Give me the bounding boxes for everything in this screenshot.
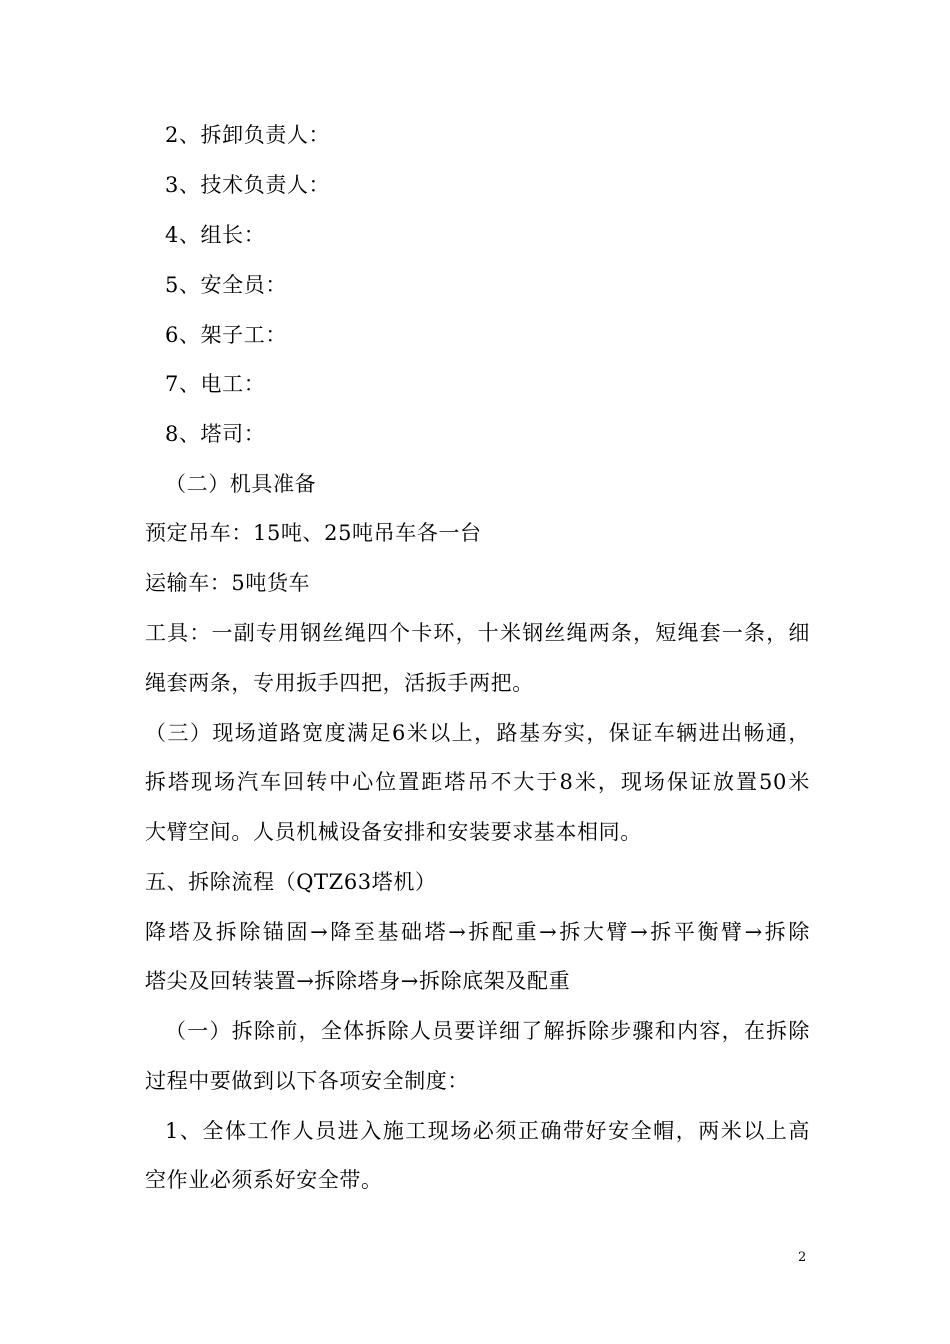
safety-rule-1-line-1: 1、全体工作人员进入施工现场必须正确带好安全帽，两米以上高 [165, 1119, 810, 1143]
personnel-item-8: 8、塔司： [165, 422, 266, 446]
section-heading-equipment: （二）机具准备 [165, 472, 317, 496]
site-road-line-2: 拆塔现场汽车回转中心位置距塔吊不大于8米，现场保证放置50米 [145, 770, 810, 794]
section-heading-dismantling-process: 五、拆除流程（QTZ63塔机） [145, 870, 437, 894]
personnel-item-4: 4、组长： [165, 223, 266, 247]
tools-line-1: 工具：一副专用钢丝绳四个卡环，十米钢丝绳两条，短绳套一条，细 [145, 621, 810, 645]
tools-line-2: 绳套两条，专用扳手四把，活扳手两把。 [145, 671, 534, 695]
page-number: 2 [798, 1250, 807, 1265]
personnel-item-7: 7、电工： [165, 372, 266, 396]
site-road-line-1: （三）现场道路宽度满足6米以上，路基夯实，保证车辆进出畅通， [145, 721, 810, 745]
personnel-item-6: 6、架子工： [165, 323, 287, 347]
pre-dismantling-line-1: （一）拆除前，全体拆除人员要详细了解拆除步骤和内容，在拆除 [165, 1019, 810, 1043]
personnel-item-2: 2、拆卸负责人： [165, 123, 331, 147]
pre-dismantling-line-2: 过程中要做到以下各项安全制度： [145, 1069, 469, 1093]
personnel-item-5: 5、安全员： [165, 273, 287, 297]
process-flow-line-1: 降塔及拆除锚固→降至基础塔→拆配重→拆大臂→拆平衡臂→拆除 [145, 920, 810, 944]
site-road-line-3: 大臂空间。人员机械设备安排和安装要求基本相同。 [145, 820, 642, 844]
safety-rule-1-line-2: 空作业必须系好安全带。 [145, 1168, 383, 1192]
personnel-item-3: 3、技术负责人： [165, 173, 331, 197]
transport-line: 运输车：5吨货车 [145, 571, 311, 595]
process-flow-line-2: 塔尖及回转装置→拆除塔身→拆除底架及配重 [145, 969, 571, 993]
crane-line: 预定吊车：15吨、25吨吊车各一台 [145, 521, 482, 545]
